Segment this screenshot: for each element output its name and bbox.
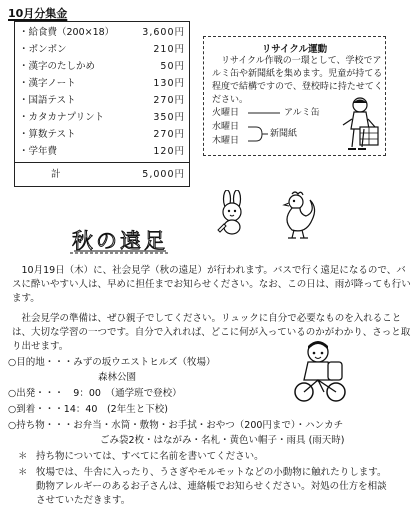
fee-row: [19, 128, 187, 142]
recycle-newspaper-label: 新聞紙: [270, 129, 298, 139]
fee-item-amount: 350円: [153, 112, 185, 123]
fee-row: [19, 145, 187, 159]
fee-item-amount: 270円: [153, 129, 185, 140]
excursion-heading: 秋の遠足: [72, 229, 168, 253]
recycle-day: 水曜日: [212, 122, 240, 132]
fee-item-amount: 120円: [153, 146, 185, 157]
fee-row: [19, 77, 187, 91]
note-asterisk: ＊: [18, 451, 28, 462]
fee-divider: [15, 162, 189, 163]
fee-item-amount: 270円: [153, 95, 185, 106]
fee-item-amount: 130円: [153, 78, 185, 89]
fee-total-row: [15, 168, 189, 182]
fee-row: [19, 43, 187, 57]
fee-item-label: ・漢字ノート: [19, 78, 76, 89]
recycle-day: 火曜日: [212, 108, 240, 118]
fee-table: [14, 21, 190, 187]
fee-total-label: 計: [51, 169, 61, 180]
fee-section-title: 10月分集金: [8, 7, 68, 20]
boy-with-backpack-illustration: [288, 338, 356, 404]
fee-item-amount: 50円: [160, 61, 185, 72]
fee-item-label: ・ボンボン: [19, 44, 67, 55]
recycle-aluminum-label: アルミ缶: [284, 108, 320, 118]
fee-row: [19, 94, 187, 108]
destination-line: ○目的地・・・みずの坂ウエストヒルズ（牧場）: [8, 357, 216, 368]
fee-item-amount: 210円: [153, 44, 185, 55]
belongings-line: ○持ち物・・・お弁当・水筒・敷物・お手拭・おやつ（200円まで）・ハンカチ: [8, 420, 344, 431]
fee-item-label: ・学年費: [19, 146, 58, 157]
note-farm-animals: 牧場では、牛舎に入ったり、うさぎやモルモットなどの小動物に触れたりします。: [36, 467, 387, 478]
fee-item-amount: 3,600円: [142, 27, 185, 38]
fee-item-label: ・算数テスト: [19, 129, 76, 140]
fee-row: [19, 60, 187, 74]
note-allergy: 動物アレルギーのあるお子さんは、連絡帳でお知らせください。対処の仕方を相談させていただきます。: [36, 481, 387, 506]
fee-item-label: ・国語テスト: [19, 95, 76, 106]
excursion-paragraph-2: 社会見学の準備は、ぜひ親子でしてください。リュックに自分で必要なものを入れることは、大切な学習の一つです。自分で入れれば、どこに何が入っているのかがわかり、さっと取り出せます。: [12, 313, 411, 352]
arrival-line: ○到着・・・14：40 (2年生と下校): [8, 404, 168, 415]
fee-total-amount: 5,000円: [142, 169, 185, 180]
fee-row: [19, 26, 187, 40]
note-name-labels: 持ち物については、すべてに名前を書いてください。: [36, 451, 264, 462]
excursion-heading-banner: [66, 223, 174, 255]
recycle-title: リサイクル運動: [261, 44, 328, 55]
rabbit-illustration: [212, 190, 252, 236]
departure-line: ○出発・・・ 9：00 （通学班で登校）: [8, 388, 182, 399]
fee-row: [19, 111, 187, 125]
excursion-paragraph-1: 10月19日（木）に、社会見学（秋の遠足）が行われます。バスで行く遠足になるので、バスに酔いやすい人は、早めに担任までお知らせください。なお、この日は、雨が降っても行います。: [12, 265, 411, 304]
note-asterisk: ＊: [18, 467, 28, 478]
recycle-text: リサイクル作戦の一環として、学校でアルミ缶や新聞紙を集めます。児童が持てる程度で結構ですので、登校時に持たせてください。: [212, 56, 383, 105]
destination-line-2: 森林公園: [98, 372, 137, 383]
fee-item-label: ・カタカナプリント: [19, 112, 105, 123]
recycle-notice: [203, 36, 386, 156]
fee-item-label: ・漢字のたしかめ: [19, 61, 96, 72]
recycle-day: 木曜日: [212, 136, 240, 146]
fee-item-label: ・給食費（200×18）: [19, 27, 115, 38]
rooster-illustration: [272, 190, 324, 242]
belongings-line-2: ごみ袋2枚・はながみ・名札・黄色い帽子・雨具 (雨天時): [100, 435, 345, 446]
boy-carrying-newspapers-illustration: [340, 95, 382, 153]
